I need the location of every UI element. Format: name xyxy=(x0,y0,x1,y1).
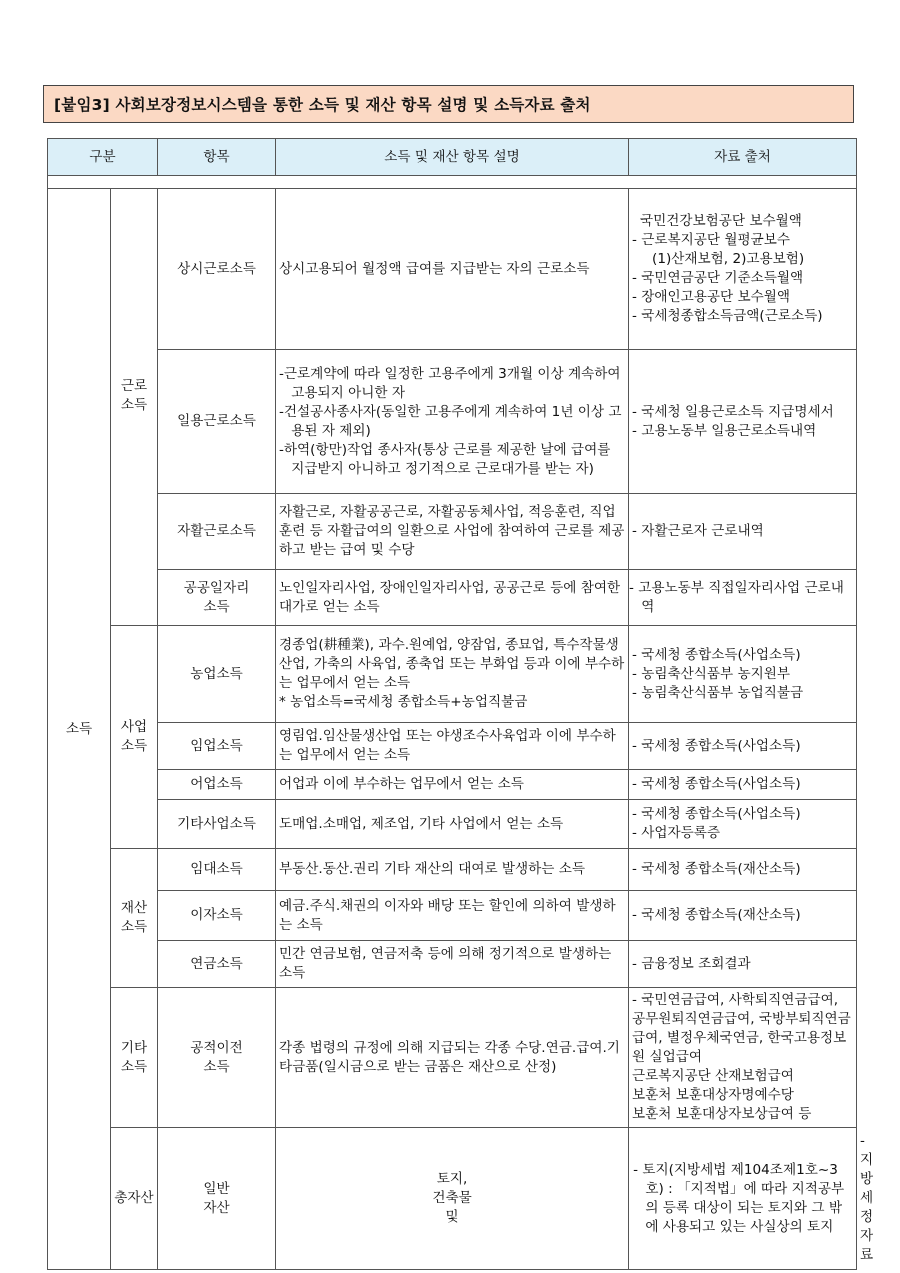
description-cell: 예금.주식.채권의 이자와 배당 또는 할인에 의하여 발생하는 소득 xyxy=(276,891,629,941)
source-cell xyxy=(629,800,857,849)
description-cell: 영림업.임산물생산업 또는 야생조수사육업과 이에 부수하는 업무에서 얻는 소득 xyxy=(276,723,629,770)
description-line: 경종업(耕種業), 과수.원예업, 양잠업, 종묘업, 특수작물생산업, 가축의 사육업, 종축업 또는 부화업 등과 이에 부수하는 업무에서 얻는 소득 xyxy=(279,637,625,691)
source-line: - 사업자등록증 xyxy=(632,825,721,841)
item-cell: 토지, 건축물 및 xyxy=(276,1128,629,1270)
source-line: - 국민연금공단 기준소득월액 xyxy=(632,270,804,286)
description-cell xyxy=(276,350,629,494)
source-line: - 근로복지공단 월평균보수 xyxy=(632,232,791,248)
description-cell: 노인일자리사업, 장애인일자리사업, 공공근로 등에 참여한 대가로 얻는 소득 xyxy=(276,570,629,626)
description-cell xyxy=(276,626,629,723)
description-line: * 농업소득=국세청 종합소득+농업직불금 xyxy=(279,694,528,710)
subcategory-other: 기타 소득 xyxy=(111,988,158,1128)
source-cell xyxy=(629,626,857,723)
spacer-row xyxy=(48,176,857,189)
table-row xyxy=(48,941,857,988)
source-cell xyxy=(629,350,857,494)
document-title: [붙임3] 사회보장정보시스템을 통한 소득 및 재산 항목 설명 및 소득자료 출처 xyxy=(54,96,591,114)
header-description: 소득 및 재산 항목 설명 xyxy=(276,139,629,176)
source-line: 국민건강보험공단 보수월액 xyxy=(640,213,802,229)
description-cell: 민간 연금보험, 연금저축 등에 의해 정기적으로 발생하는 소득 xyxy=(276,941,629,988)
header-category: 구분 xyxy=(48,139,158,176)
item-cell: 이자소득 xyxy=(158,891,276,941)
description-cell: 부동산.동산.권리 기타 재산의 대여로 발생하는 소득 xyxy=(276,849,629,891)
item-cell: 농업소득 xyxy=(158,626,276,723)
item-cell: 일용근로소득 xyxy=(158,350,276,494)
source-cell: - 국세청 종합소득(재산소득) xyxy=(629,849,857,891)
source-line: 보훈처 보훈대상자보상급여 등 xyxy=(632,1106,812,1122)
description-cell: 도매업.소매업, 제조업, 기타 사업에서 얻는 소득 xyxy=(276,800,629,849)
description-line: -근로계약에 따라 일정한 고용주에게 3개월 이상 계속하여 고용되지 아니한 자 xyxy=(279,365,621,401)
table-row: 총자산 일반 자산 토지, 건축물 및 - 토지(지방세법 제104조제1호~3호) : 「지적법」에 따라 지적공부의 등록 대상이 되는 토지와 그 밖에 사용되고 있는 사실상의 토지 - 지방세정 자료 xyxy=(48,1128,857,1270)
table-row xyxy=(48,988,857,1128)
table-row xyxy=(48,350,857,494)
description-cell: - 토지(지방세법 제104조제1호~3호) : 「지적법」에 따라 지적공부의 등록 대상이 되는 토지와 그 밖에 사용되고 있는 사실상의 토지 xyxy=(629,1128,857,1270)
description-line: -하역(항만)작업 종사자(통상 근로를 제공한 날에 급여를 지급받지 아니하고 정기적으로 근로대가를 받는 자) xyxy=(279,441,611,477)
source-line: 보훈처 보훈대상자명예수당 xyxy=(632,1087,794,1103)
item-cell: 임업소득 xyxy=(158,723,276,770)
description-cell: 각종 법령의 규정에 의해 지급되는 각종 수당.연금.급여.기타금품(일시금으로 받는 금품은 재산으로 산정) xyxy=(276,988,629,1128)
header-item: 항목 xyxy=(158,139,276,176)
source-line: - 국세청 일용근로소득 지급명세서 xyxy=(632,403,834,420)
table-row xyxy=(48,800,857,849)
item-cell: 공공일자리 소득 xyxy=(158,570,276,626)
item-cell: 공적이전 소득 xyxy=(158,988,276,1128)
source-cell xyxy=(629,189,857,350)
item-cell: 연금소득 xyxy=(158,941,276,988)
table-row xyxy=(48,570,857,626)
category-income: 소득 xyxy=(48,189,111,1270)
table-row xyxy=(48,189,857,350)
source-line: - 국세청 종합소득(사업소득) xyxy=(632,806,801,822)
source-line: - 농림축산식품부 농지원부 xyxy=(632,665,791,682)
header-row xyxy=(48,139,857,176)
source-line: - 국세청 종합소득(사업소득) xyxy=(632,646,801,663)
header-source: 자료 출처 xyxy=(629,139,857,176)
source-line: - 국세청종합소득금액(근로소득) xyxy=(632,308,823,324)
title-bar xyxy=(43,85,854,123)
category-assets: 총자산 xyxy=(111,1128,158,1270)
item-cell: 상시근로소득 xyxy=(158,189,276,350)
source-cell: - 국세청 종합소득(사업소득) xyxy=(629,723,857,770)
description-line: -건설공사종사자(동일한 고용주에게 계속하여 1년 이상 고용된 자 제외) xyxy=(279,403,622,439)
table-row xyxy=(48,494,857,570)
source-cell: - 국세청 종합소득(사업소득) xyxy=(629,770,857,800)
description-cell: 자활근로, 자활공공근로, 자활공동체사업, 적응훈련, 직업훈련 등 자활급여의 일환으로 사업에 참여하여 근로를 제공하고 받는 급여 및 수당 xyxy=(276,494,629,570)
source-line: - 장애인고용공단 보수월액 xyxy=(632,289,791,305)
subcategory-labor: 근로 소득 xyxy=(111,189,158,626)
description-cell: 어업과 이에 부수하는 업무에서 얻는 소득 xyxy=(276,770,629,800)
subcategory-general-assets: 일반 자산 xyxy=(158,1128,276,1270)
table-row xyxy=(48,849,857,891)
source-cell: - 고용노동부 직접일자리사업 근로내역 xyxy=(629,570,857,626)
subcategory-property: 재산 소득 xyxy=(111,849,158,988)
source-line: (1)산재보험, 2)고용보험) xyxy=(652,251,805,267)
description-cell: 상시고용되어 월정액 급여를 지급받는 자의 근로소득 xyxy=(276,189,629,350)
item-cell: 어업소득 xyxy=(158,770,276,800)
table-row xyxy=(48,770,857,800)
item-cell: 자활근로소득 xyxy=(158,494,276,570)
item-cell: 임대소득 xyxy=(158,849,276,891)
source-cell: - 국세청 종합소득(재산소득) xyxy=(629,891,857,941)
source-cell xyxy=(629,988,857,1128)
source-line: - 국민연금급여, 사학퇴직연금급여, 공무원퇴직연금급여, 국방부퇴직연금급여, 별정우체국연금, 한국고용정보원 실업급여 xyxy=(632,992,851,1065)
table-row xyxy=(48,723,857,770)
table-row xyxy=(48,626,857,723)
source-line: - 고용노동부 일용근로소득내역 xyxy=(632,422,817,439)
source-cell: - 자활근로자 근로내역 xyxy=(629,494,857,570)
income-asset-table xyxy=(47,138,874,1270)
source-line: 근로복지공단 산재보험급여 xyxy=(632,1068,794,1084)
source-line: - 농림축산식품부 농업직불금 xyxy=(632,684,804,701)
item-cell: 기타사업소득 xyxy=(158,800,276,849)
source-cell: - 금융정보 조회결과 xyxy=(629,941,857,988)
table-row xyxy=(48,891,857,941)
subcategory-business: 사업 소득 xyxy=(111,626,158,849)
